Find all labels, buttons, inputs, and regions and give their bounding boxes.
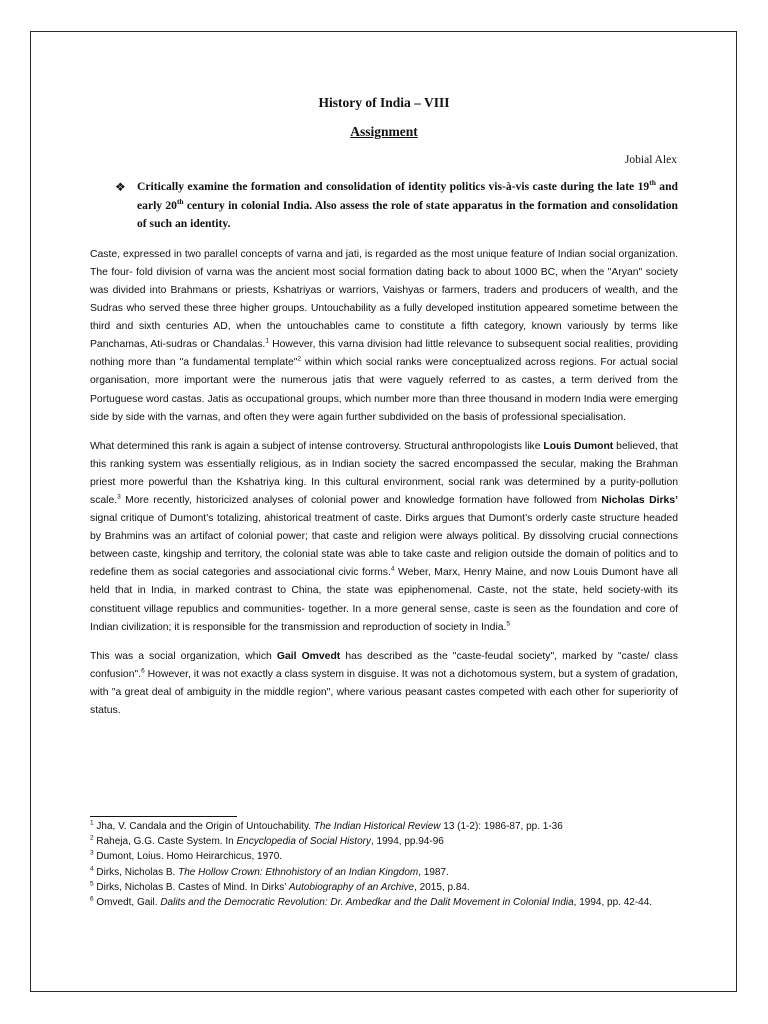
paragraph-1-text-c: within which social ranks were conceptualized across regions. For actual social organisation, more important were the numerous jatis that were vaguely referred to as castes, a term derived from the Portuguese word castas. Jatis as occupational groups, which number more than three thousand in modern India were emerging side by side with the varnas, and often they were again further subdivided on the basis of professional specialisation. <box>90 357 678 423</box>
assignment-question <box>90 178 678 234</box>
diamond-bullet-icon: ❖ <box>115 180 126 194</box>
footnote-item <box>90 834 678 849</box>
question-text-3: century in colonial India. Also assess the role of state apparatus in the formation and consolidation of such an identity. <box>137 198 678 231</box>
name-louis-dumont: Louis Dumont <box>543 440 614 452</box>
paragraph-2-text-e: Weber, Marx, Henry Maine, and now Louis Dumont have all held that in India, in marked contrast to China, the state was epiphenomenal. Caste, not the state, held society-with its constituent village republics and communities- together. In a more general sense, caste is seen as the foundation and core of Indian civilization; it is responsible for the transmission and reproduction of society in India. <box>90 567 678 633</box>
paragraph-1-text-b: However, this varna division had little relevance to subsequent social realities, providing nothing more than "a fundamental template" <box>90 339 678 369</box>
paragraph-3-text-c: However, it was not exactly a class system in disguise. It was not a dichotomous system, but a system of gradation, with "a great deal of ambiguity in the middle region", where various peasant castes competed with each other for superiority of status. <box>90 668 678 717</box>
question-text-1: Critically examine the formation and consolidation of identity politics vis-à-vis caste during the late 19 <box>137 180 650 193</box>
footnote-title: Encyclopedia of Social History <box>236 836 371 848</box>
paragraph-3 <box>90 648 678 720</box>
paragraph-3-text-a: This was a social organization, which <box>90 650 277 662</box>
paragraph-2-text-c: More recently, historicized analyses of colonial power and knowledge formation have followed from <box>120 495 602 506</box>
document-body <box>90 92 678 720</box>
footnote-text: Jha, V. Candala and the Origin of Untouchability. <box>93 821 314 832</box>
name-gail-omvedt: Gail Omvedt <box>276 650 341 662</box>
footnote-item <box>90 819 678 834</box>
footnote-number: 6 <box>90 895 94 903</box>
superscript: th <box>176 196 184 206</box>
footnotes <box>90 819 678 910</box>
footnote-separator <box>90 816 237 817</box>
footnote-details: , 1994, pp. 42-44. <box>573 897 653 909</box>
author-name: Jobial Alex <box>624 154 677 166</box>
footnote-details: , 1994, pp.94-96 <box>370 836 444 848</box>
footnote-details: , 2015, p.84. <box>414 881 470 893</box>
paragraph-2 <box>90 438 678 637</box>
footnote-ref-5: 5 <box>506 620 511 628</box>
footnote-number: 2 <box>90 834 94 842</box>
footnote-number: 4 <box>90 865 94 873</box>
footnote-title: Dalits and the Democratic Revolution: Dr. Ambedkar and the Dalit Movement in Colonial India <box>160 897 574 909</box>
footnote-text: Dirks, Nicholas B. <box>93 866 179 878</box>
footnote-title: Autobiography of an Archive <box>288 881 415 893</box>
footnote-text: Omvedt, Gail. <box>93 897 161 909</box>
paragraph-2-text-d: signal critique of Dumont’s totalizing, ahistorical treatment of caste. Dirks argues that Dumont’s orderly caste structure headed by Brahmins was an artifact of colonial power; that caste and religion were always political. By dissolving crucial connections between caste, kingship and territory, the colonial state was able to take caste and religion outside the domain of politics and to redefine them as social categories and associational civic forms. <box>90 513 678 579</box>
paragraph-3-text-b: has described as the "caste-feudal society", marked by "caste/ class confusion". <box>90 650 678 680</box>
footnote-title: The Hollow Crown: Ethnohistory of an Indian Kingdom <box>178 866 419 878</box>
footnote-details: 13 (1-2): 1986-87, pp. 1-36 <box>440 821 563 832</box>
footnote-number: 1 <box>90 819 94 827</box>
superscript: th <box>649 178 656 188</box>
name-nicholas-dirks: Nicholas Dirks’ <box>601 495 678 506</box>
paragraph-1-text-a: Caste, expressed in two parallel concepts of varna and jati, is regarded as the most unique feature of Indian social organization. The four- fold division of varna was the ancient most social formation dating back to about 1000 BC, when the "Aryan" society was divided into Brahmans or priests, Kshatriyas or warriors, Vaishyas or farmers, traders and producers of wealth, and the Sudras who served these three higher groups. Untouchability as a fully developed institution appeared sometime between the third and sixth centuries AD, when the untouchables came to constitute a fifth category, known variously by terms like Panchamas, Ati-sudras or Chandalas. <box>90 248 678 351</box>
footnote-number: 3 <box>90 850 94 858</box>
footnote-text: Dirks, Nicholas B. Castes of Mind. In Dirks’ <box>93 881 289 893</box>
footnote-ref-6: 6 <box>141 667 145 675</box>
footnote-text: Dumont, Loius. Homo Heirarchicus, 1970. <box>93 851 283 863</box>
footnote-ref-2: 2 <box>297 355 302 363</box>
footnote-text: Raheja, G.G. Caste System. In <box>93 836 237 848</box>
paragraph-2-text-a: What determined this rank is again a subject of intense controversy. Structural anthropologists like <box>90 440 544 452</box>
footnote-title: The Indian Historical Review <box>313 821 441 832</box>
question-text-2: and early 20 <box>137 180 679 212</box>
paragraph-2-text-b: believed, that this ranking system was essentially religious, as in Indian society the sacred encompassed the secular, making the Brahman priest more powerful than the Kshatriya king. In this cultural environment, social rank was determined by a purity-pollution scale. <box>90 440 678 506</box>
footnote-item <box>90 849 678 864</box>
footnote-number: 5 <box>90 880 94 888</box>
footnote-ref-3: 3 <box>117 493 121 501</box>
document-title: History of India – VIII <box>318 95 450 110</box>
footnote-item <box>90 865 678 880</box>
footnote-item <box>90 895 678 910</box>
footnote-item <box>90 880 678 895</box>
document-subtitle: Assignment <box>350 124 418 139</box>
footnote-details: , 1987. <box>418 866 449 878</box>
paragraph-1 <box>90 246 678 427</box>
footnote-ref-1: 1 <box>265 337 269 345</box>
footnote-ref-4: 4 <box>390 565 395 573</box>
